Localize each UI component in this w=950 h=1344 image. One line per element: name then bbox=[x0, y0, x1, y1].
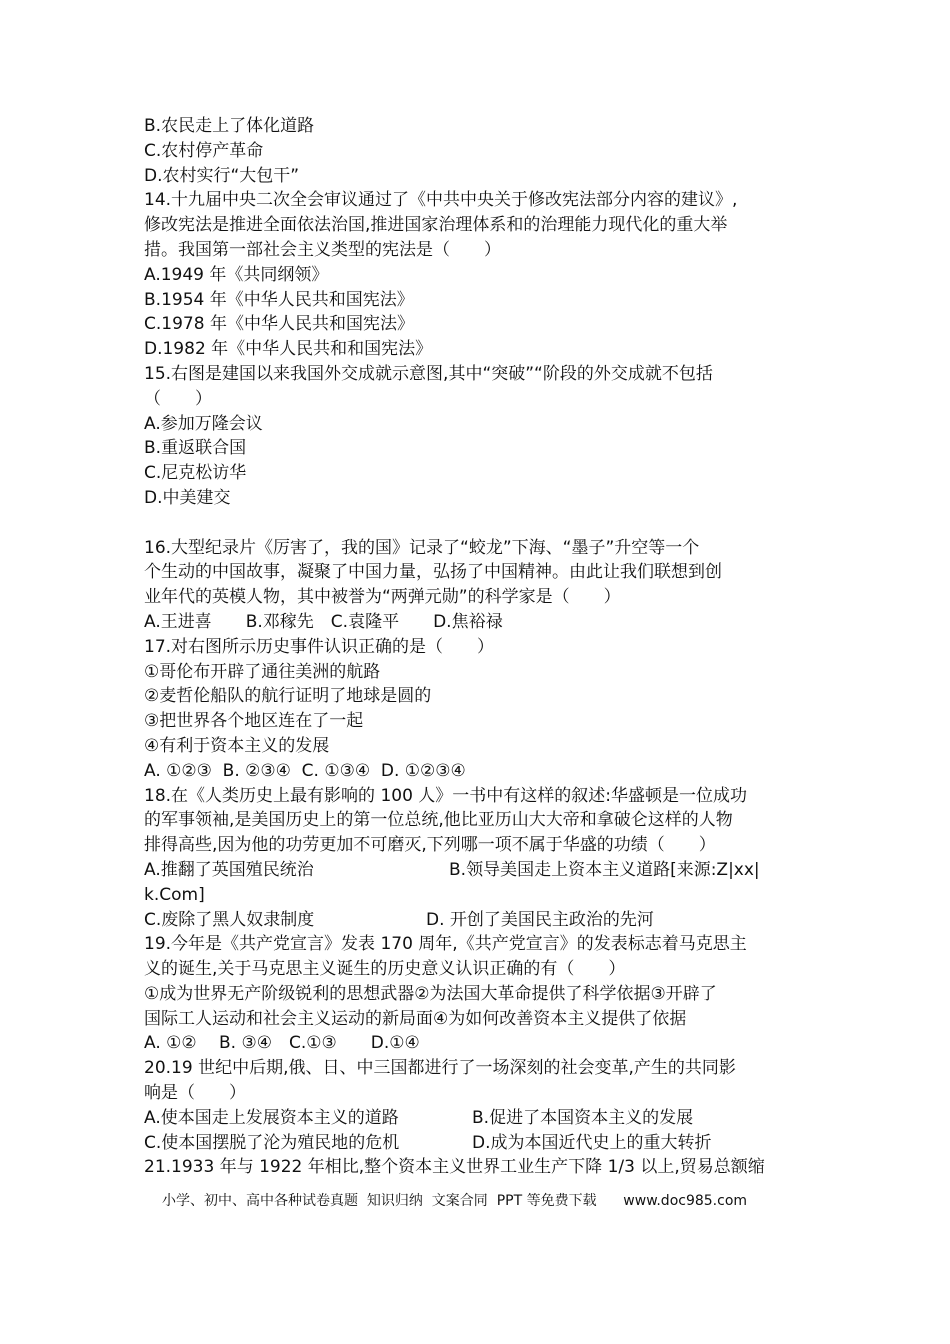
q17-stem: 17.对右图所示历史事件认识正确的是（ ） bbox=[144, 636, 495, 657]
q18-option-c: C.废除了黑人奴隶制度 bbox=[144, 909, 315, 930]
q14-stem-line3: 措。我国第一部社会主义类型的宪法是（ ） bbox=[144, 239, 501, 260]
q20-stem-line1: 20.19 世纪中后期,俄、日、中三国都进行了一场深刻的社会变革,产生的共同影 bbox=[144, 1058, 736, 1079]
q14-stem-line1: 14.十九届中央二次全会审议通过了《中共中央关于修改宪法部分内容的建议》, bbox=[144, 190, 738, 211]
q18-option-a: A.推翻了英国殖民统治 bbox=[144, 859, 314, 880]
q16-stem-line1: 16.大型纪录片《厉害了，我的国》记录了“蛟龙”下海、“墨子”升空等一个 bbox=[144, 537, 700, 558]
q18-stem-line1: 18.在《人类历史上最有影响的 100 人》一书中有这样的叙述:华盛顿是一位成功 bbox=[144, 785, 748, 806]
q15-option-a: A.参加万隆会议 bbox=[144, 413, 263, 434]
q13-option-d: D.农村实行“大包干” bbox=[144, 165, 300, 186]
q17-statement-3: ③把世界各个地区连在了一起 bbox=[144, 711, 364, 732]
q18-stem-line2: 的军事领袖,是美国历史上的第一位总统,他比亚历山大大帝和拿破仑这样的人物 bbox=[144, 810, 733, 831]
q17-statement-2: ②麦哲伦船队的航行证明了地球是圆的 bbox=[144, 686, 432, 707]
q18-option-d: D. 开创了美国民主政治的先河 bbox=[426, 909, 654, 930]
q19-statements-line1: ①成为世界无产阶级锐利的思想武器②为法国大革命提供了科学依据③开辟了 bbox=[144, 983, 717, 1004]
q14-option-d: D.1982 年《中华人民共和和国宪法》 bbox=[144, 339, 433, 360]
q18-stem-line3: 排得高些,因为他的功劳更加不可磨灭,下列哪一项不属于华盛的功绩（ ） bbox=[144, 835, 716, 856]
q18-options-cd bbox=[144, 908, 812, 933]
q19-stem-line2: 义的诞生,关于马克思主义诞生的历史意义认识正确的有（ ） bbox=[144, 959, 626, 980]
q13-option-b: B.农民走上了体化道路 bbox=[144, 116, 315, 136]
q20-option-a: A.使本国走上发展资本主义的道路 bbox=[144, 1107, 399, 1128]
exam-page bbox=[144, 114, 812, 1180]
q14-option-a: A.1949 年《共同纲领》 bbox=[144, 264, 329, 285]
page-footer: 小学、初中、高中各种试卷真题 知识归纳 文案合同 PPT 等免费下载 www.doc985.com bbox=[162, 1193, 748, 1209]
q20-option-b: B.促进了本国资本主义的发展 bbox=[472, 1107, 694, 1128]
q13-option-c: C.农村停产革命 bbox=[144, 140, 264, 161]
q15-option-b: B.重返联合国 bbox=[144, 438, 247, 459]
q16-stem-line2: 个生动的中国故事，凝聚了中国力量，弘扬了中国精神。由此让我们联想到创 bbox=[144, 562, 722, 583]
q15-stem-line1: 15.右图是建国以来我国外交成就示意图,其中“突破”“阶段的外交成就不包括 bbox=[144, 363, 713, 384]
q19-statements-line2: 国际工人运动和社会主义运动的新局面④为如何改善资本主义提供了依据 bbox=[144, 1008, 687, 1029]
q20-stem-line2: 响是（ ） bbox=[144, 1083, 246, 1104]
q20-options-cd bbox=[144, 1131, 812, 1156]
q17-statement-1: ①哥伦布开辟了通往美洲的航路 bbox=[144, 661, 381, 682]
q18-option-b: B.领导美国走上资本主义道路[来源:Z|xx| bbox=[449, 859, 760, 880]
q20-option-d: D.成为本国近代史上的重大转折 bbox=[472, 1132, 712, 1153]
q21-stem-line1: 21.1933 年与 1922 年相比,整个资本主义世界工业生产下降 1/3 以上,贸易总额缩 bbox=[144, 1157, 765, 1178]
q19-stem-line1: 19.今年是《共产党宣言》发表 170 周年,《共产党宣言》的发表标志着马克思主 bbox=[144, 934, 747, 955]
q15-option-c: C.尼克松访华 bbox=[144, 463, 247, 484]
q14-stem-line2: 修改宪法是推进全面依法治国,推进国家治理体系和的治理能力现代化的重大举 bbox=[144, 215, 728, 236]
spacer bbox=[144, 511, 812, 536]
q14-option-b: B.1954 年《中华人民共和国宪法》 bbox=[144, 289, 414, 310]
q17-statement-4: ④有利于资本主义的发展 bbox=[144, 735, 330, 756]
q18-options-ab bbox=[144, 858, 812, 883]
q19-options: A. ①② B. ③④ C.①③ D.①④ bbox=[144, 1033, 420, 1054]
q20-options-ab bbox=[144, 1106, 812, 1131]
q20-option-c: C.使本国摆脱了沦为殖民地的危机 bbox=[144, 1132, 400, 1153]
q16-options: A.王进喜 B.邓稼先 C.袁隆平 D.焦裕禄 bbox=[144, 611, 503, 632]
q15-stem-line2: （ ） bbox=[144, 388, 212, 409]
q15-option-d: D.中美建交 bbox=[144, 487, 231, 508]
q17-options: A. ①②③ B. ②③④ C. ①③④ D. ①②③④ bbox=[144, 760, 466, 781]
q16-stem-line3: 业年代的英模人物，其中被誉为“两弹元勋”的科学家是（ ） bbox=[144, 587, 621, 608]
q18-option-b-continued: k.Com] bbox=[144, 884, 205, 905]
q14-option-c: C.1978 年《中华人民共和国宪法》 bbox=[144, 314, 414, 335]
